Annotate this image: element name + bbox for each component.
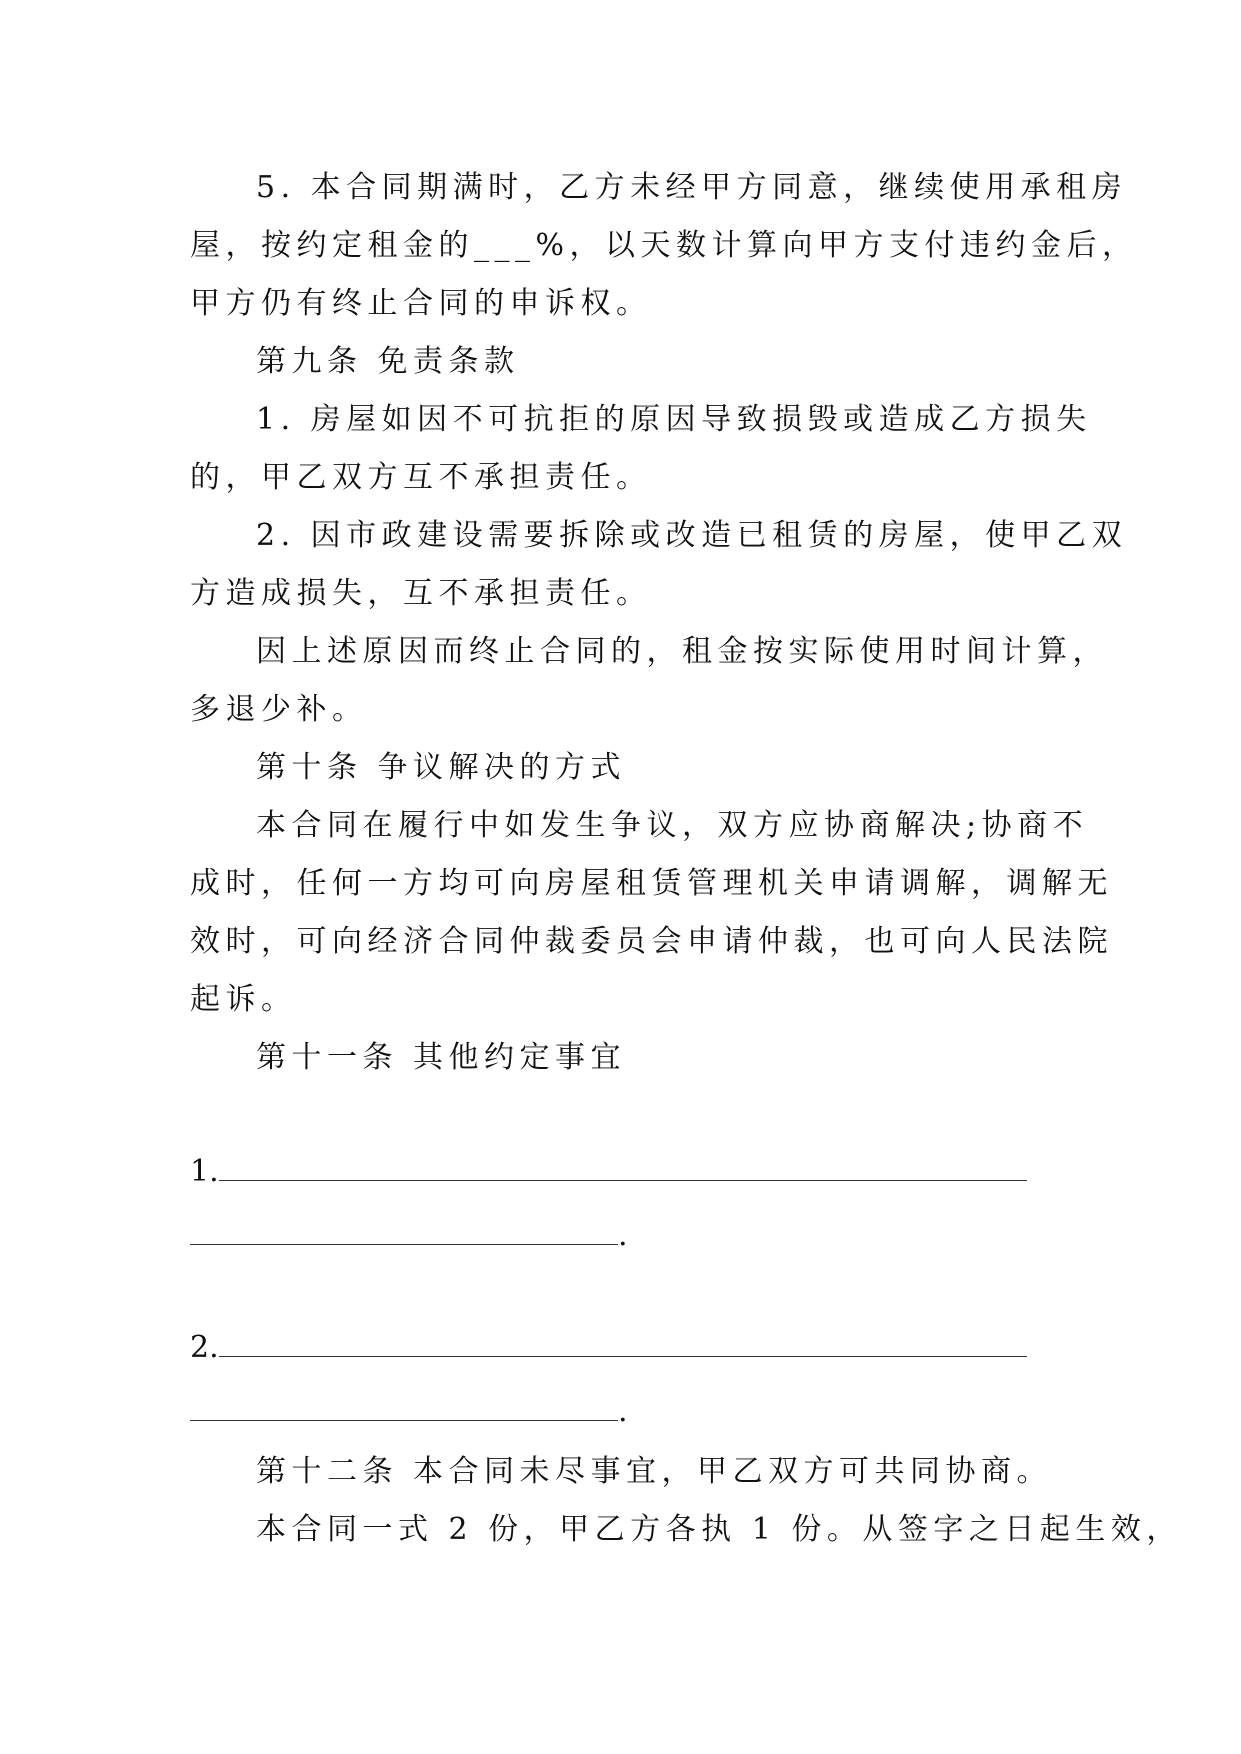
blank-item-1-end: . — [618, 1218, 628, 1253]
blank-item-2-rule-end — [190, 1392, 618, 1421]
clause-9-item-1-line-1: 1. 房屋如因不可抗拒的原因导致损毁或造成乙方损失 — [256, 402, 1092, 437]
clause-12-heading: 第十二条 本合同未尽事宜，甲乙双方可共同协商。 — [256, 1454, 1053, 1489]
blank-item-1-number: 1. — [190, 1154, 219, 1189]
clause-9-item-1-line-2: 的，甲乙双方互不承担责任。 — [190, 460, 652, 495]
clause-10-body-line-3: 效时，可向经济合同仲裁委员会申请仲裁，也可向人民法院 — [190, 924, 1113, 959]
clause-8-item-5-line-3: 甲方仍有终止合同的申诉权。 — [190, 286, 652, 321]
clause-10-heading: 第十条 争议解决的方式 — [256, 750, 627, 785]
clause-10-body-line-2: 成时，任何一方均可向房屋租赁管理机关申请调解，调解无 — [190, 866, 1113, 901]
clause-9-note-line-1: 因上述原因而终止合同的，租金按实际使用时间计算， — [256, 634, 1108, 669]
blank-item-2-end: . — [618, 1394, 628, 1429]
clause-9-note-line-2: 多退少补。 — [190, 692, 368, 727]
blank-item-2-line-2 — [190, 1392, 628, 1432]
clause-8-item-5-line-1: 5. 本合同期满时，乙方未经甲方同意，继续使用承租房 — [256, 170, 1128, 205]
blank-item-1-rule-end — [190, 1216, 618, 1245]
blank-item-1-line-1 — [190, 1152, 1027, 1192]
closing-line: 本合同一式 2 份，甲乙方各执 1 份。从签字之日起生效， — [256, 1512, 1182, 1547]
clause-9-item-2-line-1: 2. 因市政建设需要拆除或改造已租赁的房屋，使甲乙双 — [256, 518, 1128, 553]
clause-10-body-line-4: 起诉。 — [190, 982, 297, 1017]
blank-item-2-line-1 — [190, 1328, 1027, 1368]
clause-9-item-2-line-2: 方造成损失，互不承担责任。 — [190, 576, 652, 611]
clause-8-item-5-line-2: 屋，按约定租金的___%，以天数计算向甲方支付违约金后， — [190, 228, 1138, 263]
blank-item-1-line-2 — [190, 1216, 628, 1256]
blank-item-2-rule — [219, 1328, 1027, 1357]
clause-10-body-line-1: 本合同在履行中如发生争议，双方应协商解决;协商不 — [256, 808, 1089, 843]
clause-9-heading: 第九条 免责条款 — [256, 344, 520, 379]
clause-11-heading: 第十一条 其他约定事宜 — [256, 1040, 627, 1075]
blank-item-1-rule — [219, 1152, 1027, 1181]
blank-item-2-number: 2. — [190, 1330, 219, 1365]
